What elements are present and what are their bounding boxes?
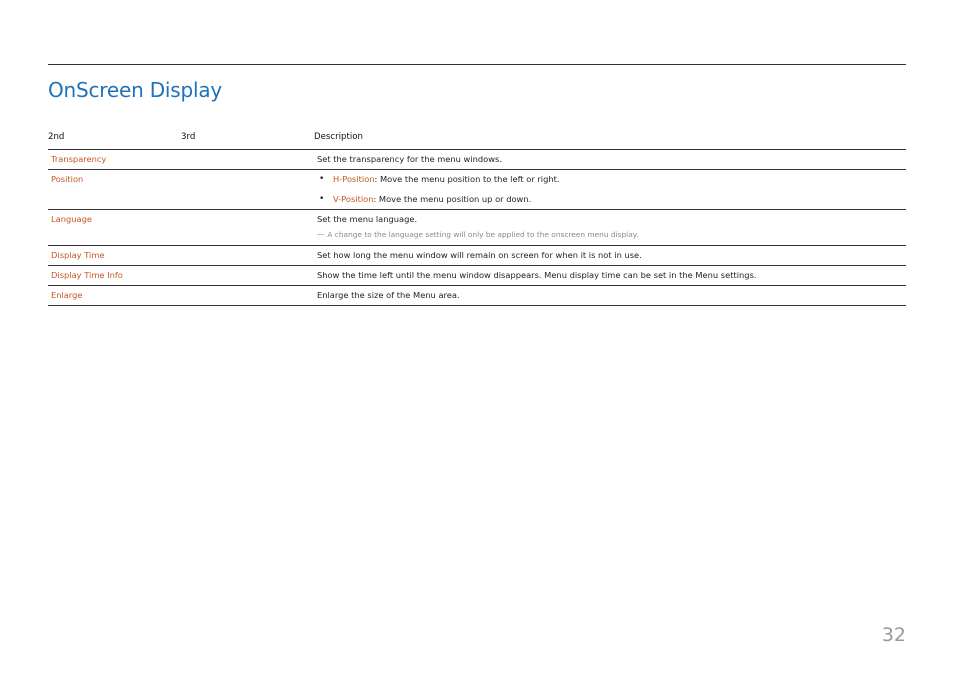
- settings-table: [48, 131, 906, 306]
- setting-description: [314, 170, 906, 209]
- bullet-icon: •: [319, 174, 325, 184]
- setting-description: Show the time left until the menu window disappears. Menu display time can be set in the Menu settings.: [317, 270, 757, 280]
- term-v-position: V-Position: [333, 194, 374, 204]
- table-row-display-time-info: [48, 266, 906, 286]
- setting-description: [314, 210, 906, 245]
- bullet-text: [333, 193, 531, 205]
- list-item: [319, 173, 906, 185]
- note-icon: ―: [317, 230, 325, 239]
- bullet-description: : Move the menu position to the left or right.: [374, 174, 560, 184]
- table-header: [48, 131, 906, 150]
- table-row-position: [48, 170, 906, 210]
- page-title: OnScreen Display: [48, 78, 223, 102]
- setting-name: Position: [51, 174, 84, 184]
- setting-description: Enlarge the size of the Menu area.: [317, 290, 460, 300]
- setting-name: Enlarge: [51, 290, 83, 300]
- note-text: A change to the language setting will only be applied to the onscreen menu display.: [327, 230, 639, 239]
- page-number: 32: [881, 624, 906, 646]
- bullet-icon: •: [319, 194, 325, 204]
- setting-name: Transparency: [51, 154, 107, 164]
- description-text: Set the menu language.: [317, 214, 418, 224]
- setting-name: Display Time Info: [51, 270, 123, 280]
- header-3rd: 3rd: [181, 132, 196, 142]
- list-item: [319, 193, 906, 205]
- table-row-transparency: [48, 150, 906, 170]
- bullet-text: [333, 173, 560, 185]
- header-description: Description: [314, 132, 363, 142]
- setting-name: Language: [51, 214, 92, 224]
- note: [317, 229, 906, 241]
- term-h-position: H-Position: [333, 174, 375, 184]
- setting-description: Set the transparency for the menu windows.: [317, 154, 502, 164]
- bullet-description: : Move the menu position up or down.: [373, 194, 532, 204]
- setting-name: Display Time: [51, 250, 105, 260]
- setting-description: Set how long the menu window will remain on screen for when it is not in use.: [317, 250, 642, 260]
- table-row-display-time: [48, 246, 906, 266]
- top-divider: [48, 64, 906, 65]
- header-2nd: 2nd: [48, 132, 65, 142]
- table-row-enlarge: [48, 286, 906, 306]
- table-row-language: [48, 210, 906, 246]
